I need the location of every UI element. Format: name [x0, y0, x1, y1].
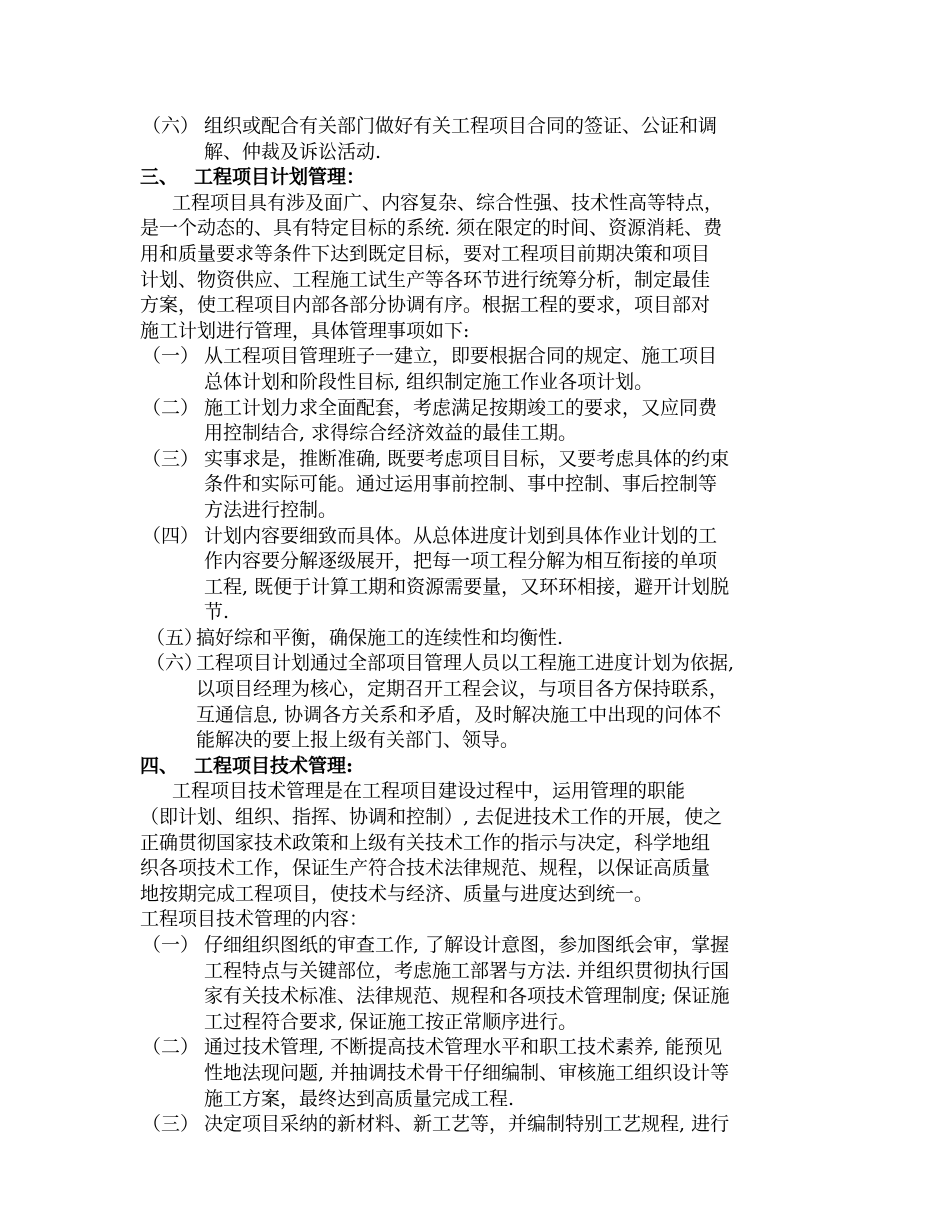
item-line: 实事求是，推断准确, 既要考虑项目目标，又要考虑具体的约束	[204, 447, 730, 470]
item-marker: （一）	[142, 934, 200, 956]
item-line: 条件和实际可能。通过运用事前控制、事中控制、事后控制等	[204, 473, 718, 496]
item-line: 能解决的要上报上级有关部门、领导。	[196, 729, 520, 752]
paragraph-line: 工程项目具有涉及面广、内容复杂、综合性强、技术性高等特点，	[172, 191, 724, 214]
item-marker: （四）	[142, 524, 200, 547]
item-line: 家有关技术标准、法律规范、规程和各项技术管理制度; 保证施	[204, 985, 730, 1008]
list-item	[140, 1035, 820, 1112]
section-number: 三、	[140, 166, 179, 189]
paragraph-line: 方案，使工程项目内部各部分协调有序。根据工程的要求，项目部对	[140, 294, 711, 317]
item-line: 方法进行控制。	[204, 498, 338, 521]
item-marker: （三）	[142, 447, 200, 470]
item-line: 用控制结合, 求得综合经济效益的最佳工期。	[204, 422, 578, 445]
paragraph-line: 织各项技术工作，保证生产符合技术法律规范、规程，以保证高质量	[140, 857, 711, 880]
list-item	[140, 933, 820, 1035]
item-line: 决定项目采纳的新材料、新工艺等，并编制特别工艺规程, 进行	[204, 1113, 730, 1136]
content-label: 工程项目技术管理的内容：	[140, 908, 369, 931]
paragraph-line: 用和质量要求等条件下达到既定目标，要对工程项目前期决策和项目	[140, 242, 711, 265]
item-line: 性地法现问题, 并抽调技术骨干仔细编制、审核施工组织设计等	[204, 1061, 730, 1084]
item-marker: （二）	[142, 1036, 200, 1059]
section-heading	[140, 165, 820, 191]
item-line: 仔细组织图纸的审查工作, 了解设计意图，参加图纸会审，掌握	[204, 934, 730, 956]
paragraph-line: 正确贯彻国家技术政策和上级有关技术工作的指示与决定，科学地组	[140, 831, 711, 854]
list-item	[140, 651, 820, 753]
item-line: 计划内容要细致而具体。从总体进度计划到具体作业计划的工	[204, 524, 718, 547]
list-item	[140, 114, 820, 165]
item-line: 从工程项目管理班子一建立，即要根据合同的规定、施工项目	[204, 345, 718, 368]
item-line: 施工计划力求全面配套，考虑满足按期竣工的要求，又应同费	[204, 396, 718, 419]
item-line: 工程特点与关键部位，考虑施工部署与方法. 并组织贯彻执行国	[204, 959, 730, 982]
section-title: 工程项目计划管理：	[194, 166, 366, 189]
item-line: 组织或配合有关部门做好有关工程项目合同的签证、公证和调	[204, 115, 718, 137]
paragraph-line: 是一个动态的、具有特定目标的系统. 须在限定的时间、资源消耗、费	[140, 217, 723, 240]
list-item	[140, 626, 820, 652]
paragraph-line: 地按期完成工程项目，使技术与经济、质量与进度达到统一。	[140, 882, 654, 905]
list-item	[140, 447, 820, 524]
paragraph-line: 计划、物资供应、工程施工试生产等各环节进行统筹分析，制定最佳	[140, 268, 711, 291]
item-line: 工过程符合要求, 保证施工按正常顺序进行。	[204, 1010, 578, 1033]
list-item	[140, 344, 820, 395]
item-line: 解、仲裁及诉讼活动.	[204, 140, 382, 163]
item-line: 工程, 既便于计算工期和资源需要量，又环环相接，避开计划脱	[204, 575, 730, 598]
section-title: 工程项目技术管理:	[194, 754, 354, 777]
item-line: 工程项目计划通过全部项目管理人员以工程施工进度计划为依据,	[196, 652, 735, 675]
item-line: 通过技术管理, 不断提高技术管理水平和职工技术素养, 能预见	[204, 1036, 723, 1059]
section-heading	[140, 754, 820, 780]
item-marker: （五）	[146, 626, 204, 649]
paragraph-line: 工程项目技术管理是在工程项目建设过程中，运用管理的职能	[172, 780, 686, 803]
item-line: 总体计划和阶段性目标, 组织制定施工作业各项计划。	[204, 370, 654, 393]
item-marker: （六）	[146, 652, 204, 675]
section-number: 四、	[140, 754, 179, 777]
item-line: 互通信息, 协调各方关系和矛盾，及时解决施工中出现的问体不	[196, 703, 722, 726]
list-item	[140, 524, 820, 626]
list-item	[140, 396, 820, 447]
item-line: 施工方案，最终达到高质量完成工程.	[204, 1087, 515, 1110]
document-body	[140, 114, 820, 1138]
item-marker: （一）	[142, 345, 200, 368]
paragraph-line: 施工计划进行管理，具体管理事项如下:	[140, 319, 470, 342]
item-line: 作内容要分解逐级展开，把每一项工程分解为相互衔接的单项	[204, 550, 718, 573]
item-marker: （三）	[142, 1113, 200, 1136]
paragraph-line: （即计划、组织、指挥、协调和控制）, 去促进技术工作的开展，使之	[140, 806, 723, 829]
item-marker: （二）	[142, 396, 200, 419]
list-item	[140, 1112, 820, 1138]
item-marker: （六）	[142, 115, 200, 137]
item-line: 以项目经理为核心，定期召开工程会议，与项目各方保持联系，	[196, 678, 729, 701]
item-line: 节.	[204, 601, 230, 624]
item-line: 搞好综和平衡，确保施工的连续性和均衡性.	[196, 626, 564, 649]
